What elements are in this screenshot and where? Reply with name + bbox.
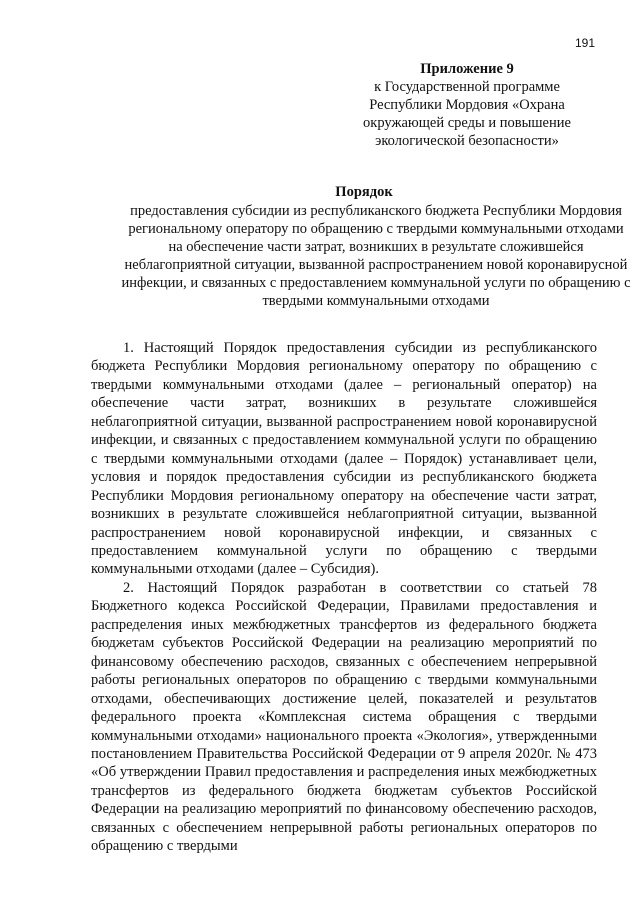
paragraph: 2. Настоящий Порядок разработан в соответствии со статьей 78 Бюджетного кодекса Российской Федерации, Правилами предоставления и распределения иных межбюджетных трансфертов из федерального бюджета бюджетам субъектов Российской Федерации на реализацию мероприятий по финансовому обеспечению расходов, связанных с обеспечением непрерывной работы региональных операторов по обращению с твердыми коммунальными отходами, обеспечивающих достижение целей, показателей и результатов федерального проекта «Комплексная система обращения с твердыми коммунальными отходами» национального проекта «Экология», утвержденными постановлением Правительства Российской Федерации от 9 апреля 2020г. № 473 «Об утверждении Правил предоставления и распределения иных межбюджетных трансфертов из федерального бюджета бюджетам субъектов Российской Федерации на реализацию мероприятий по финансовому обеспечению расходов, связанных с обеспечением непрерывной работы региональных операторов по обращению с твердыми [91,579,597,855]
appendix-block [358,60,576,150]
appendix-line: Республики Мордовия «Охрана [369,97,565,113]
page-number: 191 [574,36,595,50]
appendix-line: к Государственной программе [374,79,560,95]
document-subtitle [120,202,632,310]
document-heading: Порядок [335,184,393,200]
appendix-line: окружающей среды и повышение [363,115,571,131]
appendix-line: экологической безопасности» [375,133,559,149]
document-subtitle-text: предоставления субсидии из республиканского бюджета Республики Мордовия региональному оператору по обращению с твердыми коммунальными отходами на обеспечение части затрат, возникших в результате сложившейся неблагоприятной ситуации, вызванной распространением новой коронавирусной инфекции, и связанных с предоставлением коммунальной услуги по обращению с твердыми коммунальными отходами [121,203,631,309]
document-body [91,339,597,856]
appendix-title: Приложение 9 [420,61,514,77]
paragraph: 1. Настоящий Порядок предоставления субсидии из республиканского бюджета Республики Мордовия региональному оператору по обращению с твердыми коммунальными отходами (далее – региональный оператор) на обеспечение части затрат, возникших в результате сложившейся неблагоприятной ситуации, вызванной распространением новой коронавирусной инфекции, и связанных с предоставлением коммунальной услуги по обращению с твердыми коммунальными отходами (далее – Порядок) устанавливает цели, условия и порядок предоставления субсидии из республиканского бюджета Республики Мордовия региональному оператору на обеспечение части затрат, возникших в результате сложившейся неблагоприятной ситуации, вызванной распространением новой коронавирусной инфекции, и связанных с предоставлением коммунальной услуги по обращению с твердыми коммунальными отходами (далее – Субсидия). [91,340,597,578]
